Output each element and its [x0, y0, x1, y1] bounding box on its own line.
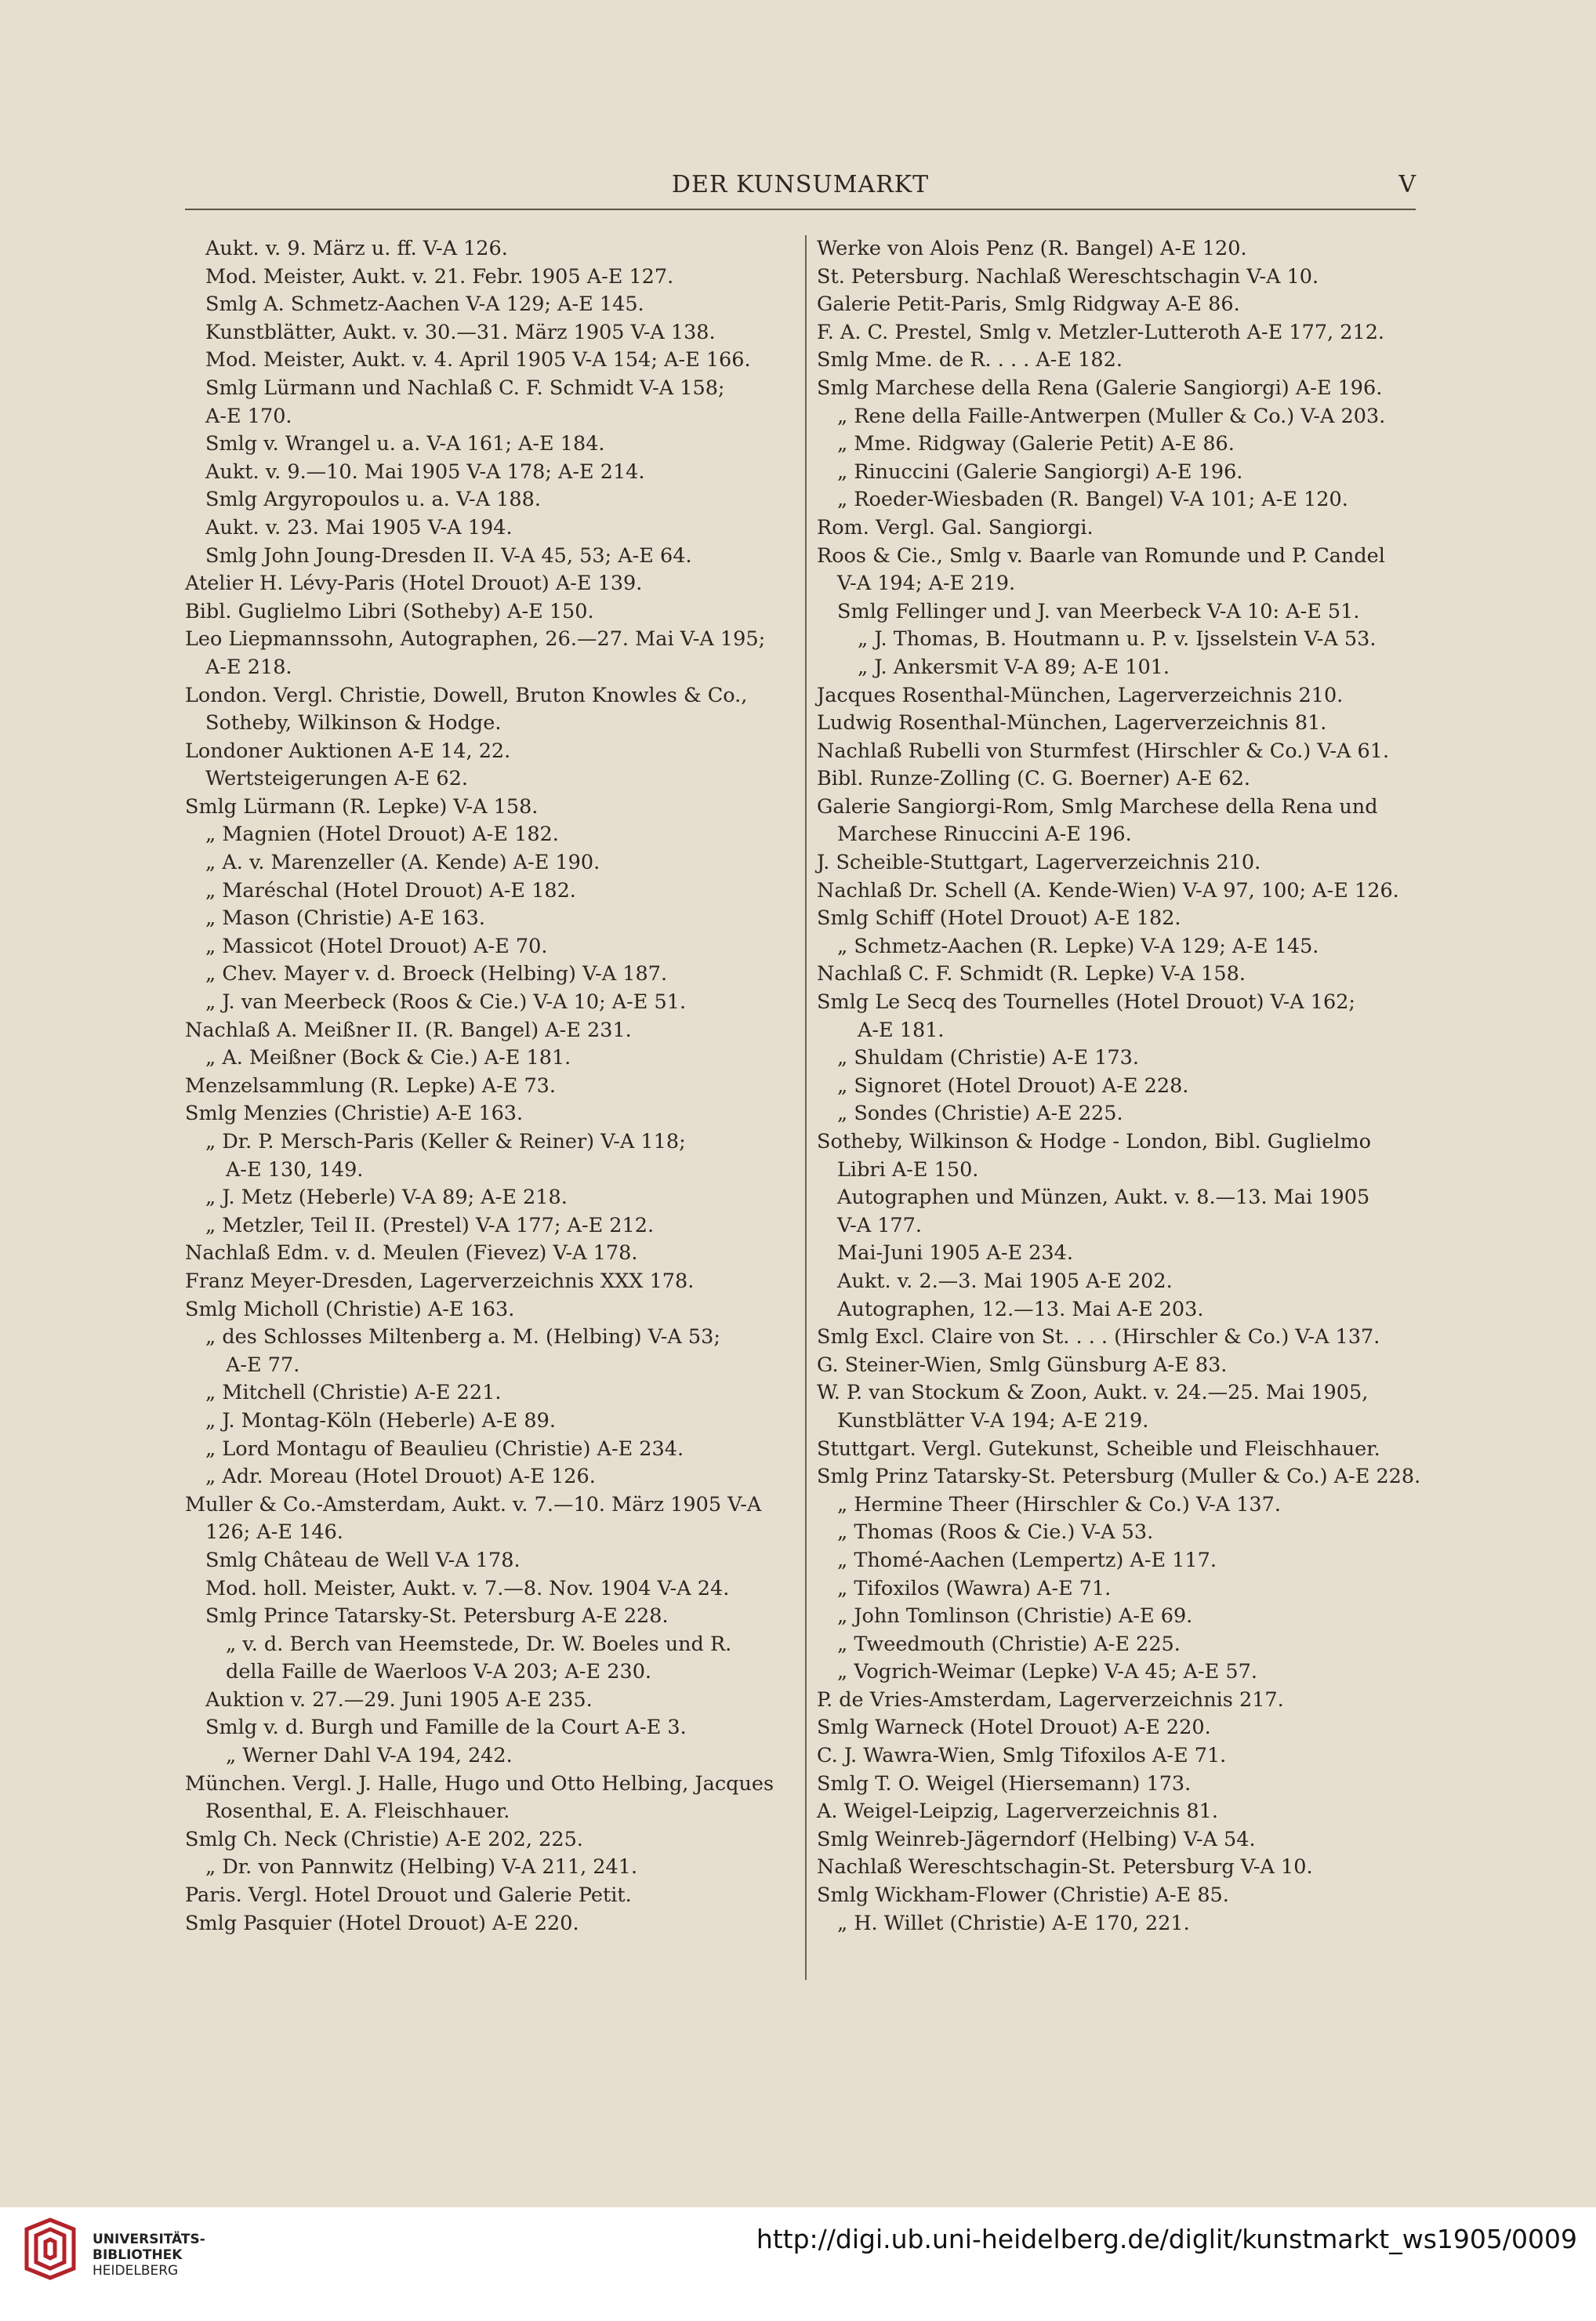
index-entry: V-A 177.: [837, 1213, 922, 1237]
index-entry: „ Tweedmouth (Christie) A-E 225.: [837, 1632, 1181, 1656]
index-entry: Smlg Prinz Tatarsky-St. Petersburg (Muller & Co.) A-E 228.: [817, 1465, 1421, 1489]
index-entry: Smlg T. O. Weigel (Hiersemann) 173.: [817, 1771, 1192, 1796]
left-column: [185, 235, 796, 1984]
index-entry: Mod. Meister, Aukt. v. 4. April 1905 V-A 154; A-E 166.: [205, 348, 751, 372]
index-entry: Ludwig Rosenthal-München, Lagerverzeichnis 81.: [817, 711, 1327, 736]
index-entry: C. J. Wawra-Wien, Smlg Tifoxilos A-E 71.: [817, 1744, 1227, 1768]
index-entry: „ Shuldam (Christie) A-E 173.: [837, 1046, 1139, 1070]
library-logo-icon: [19, 2214, 82, 2284]
index-entry: „ A. v. Marenzeller (A. Kende) A-E 190.: [205, 851, 600, 875]
index-entry: A-E 181.: [858, 1018, 945, 1042]
index-entry: Muller & Co.-Amsterdam, Aukt. v. 7.—10. März 1905 V-A: [185, 1492, 762, 1516]
index-entry: München. Vergl. J. Halle, Hugo und Otto Helbing, Jacques: [185, 1771, 774, 1796]
index-entry: „ J. Thomas, B. Houtmann u. P. v. Ijsselstein V-A 53.: [858, 627, 1377, 652]
index-entry: A-E 218.: [205, 655, 292, 679]
index-entry: A-E 77.: [226, 1353, 300, 1377]
index-entry: Autographen und Münzen, Aukt. v. 8.—13. Mai 1905: [837, 1186, 1370, 1210]
index-entry: „ Metzler, Teil II. (Prestel) V-A 177; A-E 212.: [205, 1213, 655, 1237]
index-entry: „ H. Willet (Christie) A-E 170, 221.: [837, 1911, 1190, 1935]
index-entry: „ Thomas (Roos & Cie.) V-A 53.: [837, 1520, 1154, 1545]
index-entry: Jacques Rosenthal-München, Lagerverzeichnis 210.: [817, 683, 1344, 707]
index-entry: Nachlaß A. Meißner II. (R. Bangel) A-E 231.: [185, 1018, 632, 1042]
index-entry: Galerie Sangiorgi-Rom, Smlg Marchese della Rena und: [817, 794, 1378, 819]
index-entry: Smlg Micholl (Christie) A-E 163.: [185, 1297, 515, 1321]
index-entry: „ v. d. Berch van Heemstede, Dr. W. Boeles und R.: [226, 1632, 732, 1656]
index-entry: Smlg Mme. de R. . . . A-E 182.: [817, 348, 1123, 372]
index-entry: London. Vergl. Christie, Dowell, Bruton Knowles & Co.,: [185, 683, 748, 707]
index-entry: Aukt. v. 9. März u. ff. V-A 126.: [205, 237, 508, 260]
index-entry: Smlg v. d. Burgh und Famille de la Court A-E 3.: [205, 1716, 687, 1740]
page-header: [185, 171, 1416, 210]
index-entry: Smlg Lürmann und Nachlaß C. F. Schmidt V-A 158;: [205, 376, 725, 400]
index-entry: „ A. Meißner (Bock & Cie.) A-E 181.: [205, 1046, 571, 1070]
index-entry: F. A. C. Prestel, Smlg v. Metzler-Lutteroth A-E 177, 212.: [817, 320, 1385, 344]
index-entry: Aukt. v. 23. Mai 1905 V-A 194.: [205, 515, 513, 539]
index-entry: „ Signoret (Hotel Drouot) A-E 228.: [837, 1073, 1189, 1098]
index-entry: „ Mme. Ridgway (Galerie Petit) A-E 86.: [837, 432, 1235, 456]
index-entry: „ Roeder-Wiesbaden (R. Bangel) V-A 101; A-E 120.: [837, 488, 1348, 512]
index-entry: Smlg Weinreb-Jägerndorf (Helbing) V-A 54.: [817, 1827, 1256, 1851]
index-entry: Galerie Petit-Paris, Smlg Ridgway A-E 86.: [817, 292, 1240, 317]
index-entry: „ J. Ankersmit V-A 89; A-E 101.: [858, 655, 1170, 679]
index-entry: „ Vogrich-Weimar (Lepke) V-A 45; A-E 57.: [837, 1660, 1257, 1684]
index-entry: W. P. van Stockum & Zoon, Aukt. v. 24.—25. Mai 1905,: [817, 1381, 1369, 1405]
library-name-line2: BIBLIOTHEK: [92, 2247, 183, 2263]
index-entry: A-E 170.: [205, 404, 292, 428]
index-entry: Nachlaß Edm. v. d. Meulen (Fievez) V-A 178.: [185, 1241, 638, 1266]
index-entry: „ Rene della Faille-Antwerpen (Muller & Co.) V-A 203.: [837, 404, 1386, 428]
index-entry: Auktion v. 27.—29. Juni 1905 A-E 235.: [205, 1687, 593, 1712]
index-entry: Bibl. Runze-Zolling (C. G. Boerner) A-E 62.: [817, 767, 1251, 791]
index-entry: „ Hermine Theer (Hirschler & Co.) V-A 137.: [837, 1492, 1281, 1516]
running-title: DER KUNSUMARKT: [671, 171, 930, 198]
library-name-line1: UNIVERSITÄTS-: [92, 2232, 205, 2247]
index-entry: Marchese Rinuccini A-E 196.: [837, 823, 1132, 847]
index-entry: Kunstblätter, Aukt. v. 30.—31. März 1905 V-A 138.: [205, 320, 716, 344]
index-entry: Libri A-E 150.: [837, 1157, 979, 1182]
index-entry: Smlg Le Secq des Tournelles (Hotel Drouot) V-A 162;: [817, 990, 1356, 1015]
index-entry: „ Magnien (Hotel Drouot) A-E 182.: [205, 823, 559, 847]
index-entry: „ Mason (Christie) A-E 163.: [205, 906, 485, 931]
index-entry: A-E 130, 149.: [226, 1157, 364, 1182]
index-entry: A. Weigel-Leipzig, Lagerverzeichnis 81.: [817, 1800, 1218, 1824]
source-url-link[interactable]: http://digi.ub.uni-heidelberg.de/diglit/kunstmarkt_ws1905/0009: [756, 2224, 1577, 2254]
index-entry: P. de Vries-Amsterdam, Lagerverzeichnis 217.: [817, 1687, 1284, 1712]
index-entry: Nachlaß Dr. Schell (A. Kende-Wien) V-A 97, 100; A-E 126.: [817, 878, 1399, 903]
index-entry: Smlg Château de Well V-A 178.: [205, 1548, 521, 1572]
index-entry: „ Schmetz-Aachen (R. Lepke) V-A 129; A-E 145.: [837, 934, 1319, 958]
index-entry: Smlg Menzies (Christie) A-E 163.: [185, 1102, 524, 1126]
index-entry: Bibl. Guglielmo Libri (Sotheby) A-E 150.: [185, 599, 594, 623]
index-entry: Rom. Vergl. Gal. Sangiorgi.: [817, 515, 1094, 539]
index-entry: Menzelsammlung (R. Lepke) A-E 73.: [185, 1073, 556, 1098]
index-entry: Smlg Excl. Claire von St. . . . (Hirschler & Co.) V-A 137.: [817, 1325, 1380, 1349]
index-entry: Stuttgart. Vergl. Gutekunst, Scheible und Fleischhauer.: [817, 1437, 1380, 1461]
index-entry: Nachlaß C. F. Schmidt (R. Lepke) V-A 158.: [817, 962, 1246, 986]
index-entry: G. Steiner-Wien, Smlg Günsburg A-E 83.: [817, 1353, 1228, 1377]
index-entry: Smlg Pasquier (Hotel Drouot) A-E 220.: [185, 1911, 579, 1935]
index-entry: Rosenthal, E. A. Fleischhauer.: [205, 1800, 510, 1824]
index-entry: Nachlaß Rubelli von Sturmfest (Hirschler & Co.) V-A 61.: [817, 739, 1390, 763]
index-entry: Wertsteigerungen A-E 62.: [205, 767, 468, 791]
index-entry: „ Adr. Moreau (Hotel Drouot) A-E 126.: [205, 1465, 596, 1489]
index-entry: Smlg Ch. Neck (Christie) A-E 202, 225.: [185, 1827, 583, 1851]
index-entry: Aukt. v. 9.—10. Mai 1905 V-A 178; A-E 214.: [205, 459, 645, 484]
index-entry: Atelier H. Lévy-Paris (Hotel Drouot) A-E 139.: [185, 572, 643, 596]
index-entry: Smlg Marchese della Rena (Galerie Sangiorgi) A-E 196.: [817, 376, 1383, 400]
index-entry: V-A 194; A-E 219.: [837, 572, 1016, 596]
index-entry: Smlg Lürmann (R. Lepke) V-A 158.: [185, 794, 539, 819]
index-entry: Smlg Warneck (Hotel Drouot) A-E 220.: [817, 1716, 1211, 1740]
index-entry: Leo Liepmannssohn, Autographen, 26.—27. Mai V-A 195;: [185, 627, 766, 652]
index-entry: Smlg v. Wrangel u. a. V-A 161; A-E 184.: [205, 432, 605, 456]
index-entry: „ Maréschal (Hotel Drouot) A-E 182.: [205, 878, 576, 903]
index-entry: Sotheby, Wilkinson & Hodge.: [205, 711, 502, 736]
index-entry: Mod. Meister, Aukt. v. 21. Febr. 1905 A-E 127.: [205, 264, 674, 289]
column-divider: [805, 235, 807, 1980]
index-entry: Londoner Auktionen A-E 14, 22.: [185, 739, 511, 763]
index-entry: Smlg Wickham-Flower (Christie) A-E 85.: [817, 1883, 1229, 1908]
index-entry: „ J. Metz (Heberle) V-A 89; A-E 218.: [205, 1186, 568, 1210]
index-entry: „ Werner Dahl V-A 194, 242.: [226, 1744, 513, 1768]
index-entry: Paris. Vergl. Hotel Drouot und Galerie Petit.: [185, 1883, 632, 1908]
index-entry: Smlg Argyropoulos u. a. V-A 188.: [205, 488, 541, 512]
index-entry: Franz Meyer-Dresden, Lagerverzeichnis XXX 178.: [185, 1269, 695, 1293]
index-entry: „ Lord Montagu of Beaulieu (Christie) A-E 234.: [205, 1437, 684, 1461]
index-entry: Nachlaß Wereschtschagin-St. Petersburg V-A 10.: [817, 1855, 1313, 1880]
index-entry: Kunstblätter V-A 194; A-E 219.: [837, 1408, 1149, 1433]
index-entry: Smlg Prince Tatarsky-St. Petersburg A-E 228.: [205, 1604, 669, 1629]
index-entry: Roos & Cie., Smlg v. Baarle van Romunde und P. Candel: [817, 543, 1385, 568]
index-entry: Smlg Fellinger und J. van Meerbeck V-A 10: A-E 51.: [837, 599, 1360, 623]
index-entry: Werke von Alois Penz (R. Bangel) A-E 120.: [817, 237, 1247, 260]
index-entry: „ Dr. von Pannwitz (Helbing) V-A 211, 241.: [205, 1855, 638, 1880]
index-entry: „ Massicot (Hotel Drouot) A-E 70.: [205, 934, 548, 958]
index-entry: Mod. holl. Meister, Aukt. v. 7.—8. Nov. 1904 V-A 24.: [205, 1576, 730, 1600]
library-name: [92, 2232, 205, 2279]
page-number: V: [1398, 171, 1416, 198]
index-entry: „ J. van Meerbeck (Roos & Cie.) V-A 10; A-E 51.: [205, 990, 687, 1015]
library-name-line3: HEIDELBERG: [92, 2263, 179, 2279]
index-entry: „ Tifoxilos (Wawra) A-E 71.: [837, 1576, 1112, 1600]
index-entry: „ Rinuccini (Galerie Sangiorgi) A-E 196.: [837, 459, 1243, 484]
index-entry: „ Sondes (Christie) A-E 225.: [837, 1102, 1123, 1126]
index-entry: St. Petersburg. Nachlaß Wereschtschagin V-A 10.: [817, 264, 1319, 289]
index-entry: „ Chev. Mayer v. d. Broeck (Helbing) V-A 187.: [205, 962, 668, 986]
index-entry: Smlg John Joung-Dresden II. V-A 45, 53; A-E 64.: [205, 543, 692, 568]
index-entry: „ Dr. P. Mersch-Paris (Keller & Reiner) V-A 118;: [205, 1130, 686, 1153]
right-column: [817, 235, 1420, 1984]
index-entry: „ des Schlosses Miltenberg a. M. (Helbing) V-A 53;: [205, 1325, 720, 1349]
index-entry: Smlg Schiff (Hotel Drouot) A-E 182.: [817, 906, 1181, 931]
index-entry: „ Mitchell (Christie) A-E 221.: [205, 1381, 502, 1405]
index-entry: Autographen, 12.—13. Mai A-E 203.: [837, 1297, 1204, 1321]
index-entry: „ J. Montag-Köln (Heberle) A-E 89.: [205, 1408, 556, 1433]
index-entry: della Faille de Waerloos V-A 203; A-E 230.: [226, 1660, 652, 1684]
index-entry: „ John Tomlinson (Christie) A-E 69.: [837, 1604, 1193, 1629]
index-entry: Smlg A. Schmetz-Aachen V-A 129; A-E 145.: [205, 292, 644, 317]
index-entry: Mai-Juni 1905 A-E 234.: [837, 1241, 1073, 1266]
index-entry: „ Thomé-Aachen (Lempertz) A-E 117.: [837, 1548, 1217, 1572]
index-entry: 126; A-E 146.: [205, 1520, 343, 1545]
index-entry: J. Scheible-Stuttgart, Lagerverzeichnis 210.: [817, 851, 1261, 875]
index-entry: Aukt. v. 2.—3. Mai 1905 A-E 202.: [837, 1269, 1173, 1293]
index-entry: Sotheby, Wilkinson & Hodge - London, Bibl. Guglielmo: [817, 1130, 1371, 1153]
